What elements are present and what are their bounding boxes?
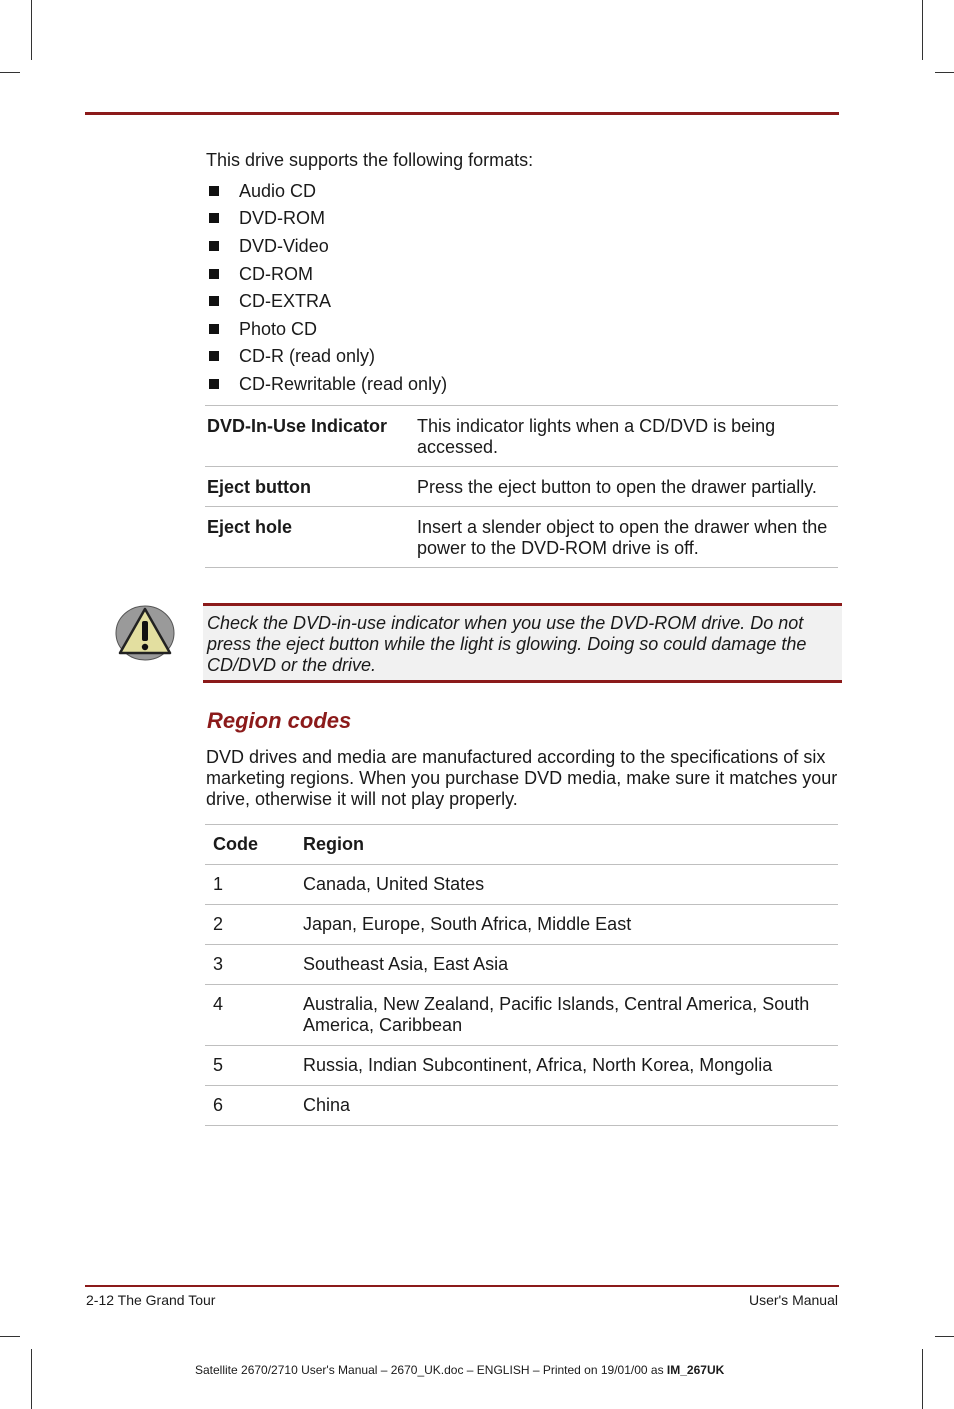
footer-page-label: 2-12 The Grand Tour xyxy=(86,1292,216,1308)
intro-text: This drive supports the following formats: xyxy=(206,150,534,170)
region-code: 5 xyxy=(205,1046,295,1086)
caution-box xyxy=(203,603,842,683)
region-code: 6 xyxy=(205,1086,295,1126)
bullet-square-icon xyxy=(209,324,219,334)
table-header-row xyxy=(205,825,838,865)
print-line xyxy=(195,1363,724,1377)
table-row xyxy=(205,1046,838,1086)
list-item: CD-Rewritable (read only) xyxy=(206,370,447,398)
list-item: CD-ROM xyxy=(206,260,447,288)
bullet-square-icon xyxy=(209,213,219,223)
crop-mark xyxy=(922,0,923,60)
print-line-text: Satellite 2670/2710 User's Manual – 2670_UK.doc – ENGLISH – Printed on 19/01/00 as xyxy=(195,1363,667,1377)
table-row xyxy=(205,507,838,568)
region-code: 2 xyxy=(205,905,295,945)
caution-text: Check the DVD-in-use indicator when you use the DVD-ROM drive. Do not press the eject button while the light is glowing. Doing so could damage the CD/DVD or the drive. xyxy=(207,613,807,675)
region-name: Australia, New Zealand, Pacific Islands, Central America, South America, Caribbean xyxy=(295,985,838,1046)
crop-mark xyxy=(31,1349,32,1409)
crop-mark xyxy=(922,1349,923,1409)
list-item: CD-R (read only) xyxy=(206,343,447,371)
region-code: 3 xyxy=(205,945,295,985)
section-paragraph: DVD drives and media are manufactured according to the specifications of six marketing regions. When you purchase DVD media, make sure it matches your drive, otherwise it will not play properly. xyxy=(206,747,838,809)
bullet-square-icon xyxy=(209,296,219,306)
crop-mark xyxy=(935,1336,954,1337)
list-item: Photo CD xyxy=(206,315,447,343)
region-name: Russia, Indian Subcontinent, Africa, North Korea, Mongolia xyxy=(295,1046,838,1086)
table-row xyxy=(205,467,838,507)
column-header-region: Region xyxy=(295,825,838,865)
table-row xyxy=(205,1086,838,1126)
region-table xyxy=(205,824,838,1126)
table-row xyxy=(205,905,838,945)
crop-mark xyxy=(31,0,32,60)
region-code: 1 xyxy=(205,865,295,905)
definition-description: Press the eject button to open the drawer partially. xyxy=(415,467,838,507)
bullet-square-icon xyxy=(209,351,219,361)
format-list xyxy=(206,177,447,398)
crop-mark xyxy=(935,72,954,73)
table-row xyxy=(205,985,838,1046)
column-header-code: Code xyxy=(205,825,295,865)
definition-term: Eject hole xyxy=(205,507,415,568)
region-code: 4 xyxy=(205,985,295,1046)
crop-mark xyxy=(0,72,20,73)
list-item: DVD-Video xyxy=(206,232,447,260)
print-line-code: IM_267UK xyxy=(666,1363,725,1377)
header-rule xyxy=(85,112,839,115)
list-item: DVD-ROM xyxy=(206,205,447,233)
table-row xyxy=(205,406,838,467)
bullet-square-icon xyxy=(209,241,219,251)
region-name: China xyxy=(295,1086,838,1126)
definition-description: Insert a slender object to open the drawer when the power to the DVD-ROM drive is off. xyxy=(415,507,838,568)
region-name: Southeast Asia, East Asia xyxy=(295,945,838,985)
bullet-square-icon xyxy=(209,269,219,279)
section-heading: Region codes xyxy=(207,708,352,733)
footer-manual-label: User's Manual xyxy=(748,1292,838,1308)
region-name: Japan, Europe, South Africa, Middle East xyxy=(295,905,838,945)
region-name: Canada, United States xyxy=(295,865,838,905)
bullet-square-icon xyxy=(209,186,219,196)
footer-rule xyxy=(85,1285,839,1287)
definition-description: This indicator lights when a CD/DVD is being accessed. xyxy=(415,406,838,467)
table-row xyxy=(205,865,838,905)
warning-icon xyxy=(115,603,175,661)
list-item: CD-EXTRA xyxy=(206,287,447,315)
definition-table xyxy=(205,405,838,568)
bullet-square-icon xyxy=(209,379,219,389)
list-item: Audio CD xyxy=(206,177,447,205)
definition-term: DVD-In-Use Indicator xyxy=(205,406,415,467)
crop-mark xyxy=(0,1336,20,1337)
definition-term: Eject button xyxy=(205,467,415,507)
table-row xyxy=(205,945,838,985)
